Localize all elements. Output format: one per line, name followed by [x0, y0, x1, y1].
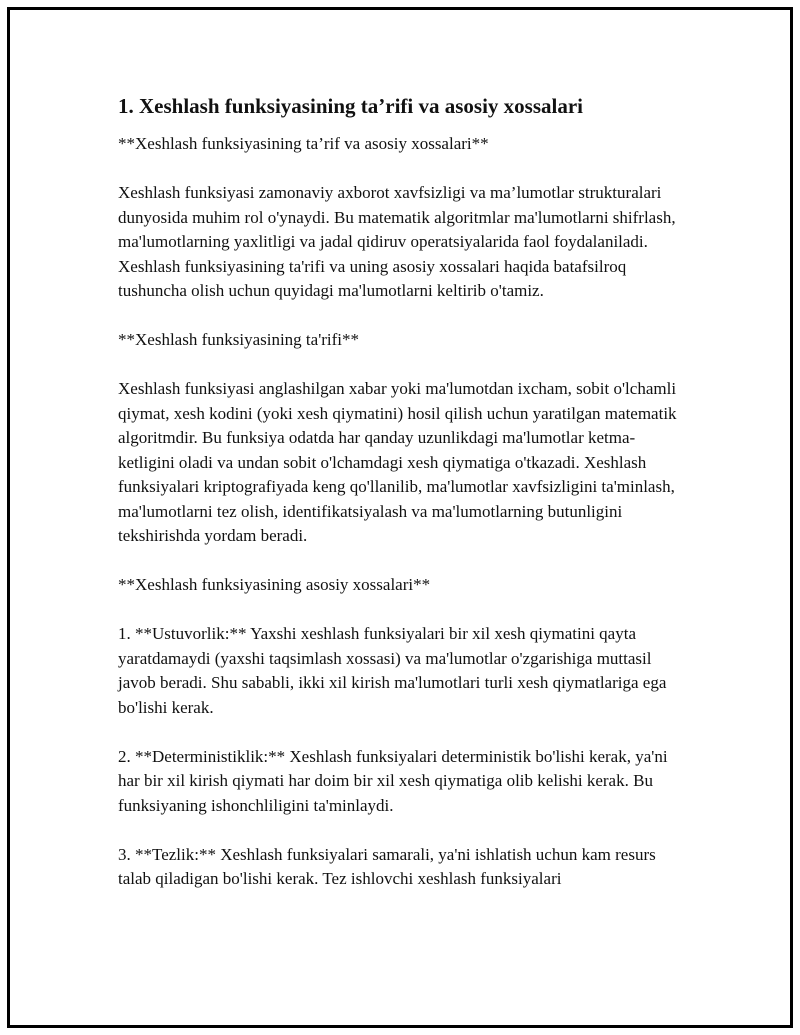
- paragraph-definition: Xeshlash funksiyasi anglashilgan xabar yoki ma'lumotdan ixcham, sobit o'lchamli qiymat, xesh kodini (yoki xesh qiymatini) hosil qilish uchun yaratilgan matematik algoritmdir. Bu funksiya odatda har qanday uzunlikdagi ma'lumotlar ketma-ketligini oladi va undan sobit o'lchamdagi xesh qiymatiga o'tkazadi. Xeshlash funksiyalari kriptografiyada keng qo'llanilib, ma'lumotlar xavfsizligini ta'minlash, ma'lumotlarni tez olish, identifikatsiyalash va ma'lumotlarning butunligini tekshirishda yordam beradi.: [118, 379, 677, 545]
- document-title: 1. Xeshlash funksiyasining ta’rifi va asosiy xossalari: [118, 94, 583, 118]
- paragraph-property-2: 2. **Deterministiklik:** Xeshlash funksiyalari deterministik bo'lishi kerak, ya'ni har bir xil kirish qiymati har doim bir xil xesh qiymatiga olib kelishi kerak. Bu funksiyaning ishonchliligini ta'minlaydi.: [118, 746, 668, 815]
- paragraph-property-3: 3. **Tezlik:** Xeshlash funksiyalari samarali, ya'ni ishlatish uchun kam resurs talab qiladigan bo'lishi kerak. Tez ishlovchi xeshlash funksiyalari: [118, 844, 656, 888]
- paragraph-bold-heading: **Xeshlash funksiyasining ta’rif va asosiy xossalari**: [118, 134, 489, 153]
- paragraph-properties-heading: **Xeshlash funksiyasining asosiy xossalari**: [118, 575, 431, 594]
- document-body: [118, 91, 688, 916]
- paragraph-property-1: 1. **Ustuvorlik:** Yaxshi xeshlash funksiyalari bir xil xesh qiymatini qayta yaratdamaydi (yaxshi taqsimlash xossasi) va ma'lumotlar o'zgarishiga muttasil javob beradi. Shu sababli, ikki xil kirish ma'lumotlari turli xesh qiymatlariga ega bo'lishi kerak.: [118, 624, 667, 717]
- paragraph-intro: Xeshlash funksiyasi zamonaviy axborot xavfsizligi va ma’lumotlar strukturalari dunyosida muhim rol o'ynaydi. Bu matematik algoritmlar ma'lumotlarni shifrlash, ma'lumotlarning yaxlitligi va jadal qidiruv operatsiyalarida faol foydalaniladi. Xeshlash funksiyasining ta'rifi va uning asosiy xossalari haqida batafsilroq tushuncha olish uchun quyidagi ma'lumotlarni keltirib o'tamiz.: [118, 183, 676, 300]
- paragraph-definition-heading: **Xeshlash funksiyasining ta'rifi**: [118, 330, 360, 349]
